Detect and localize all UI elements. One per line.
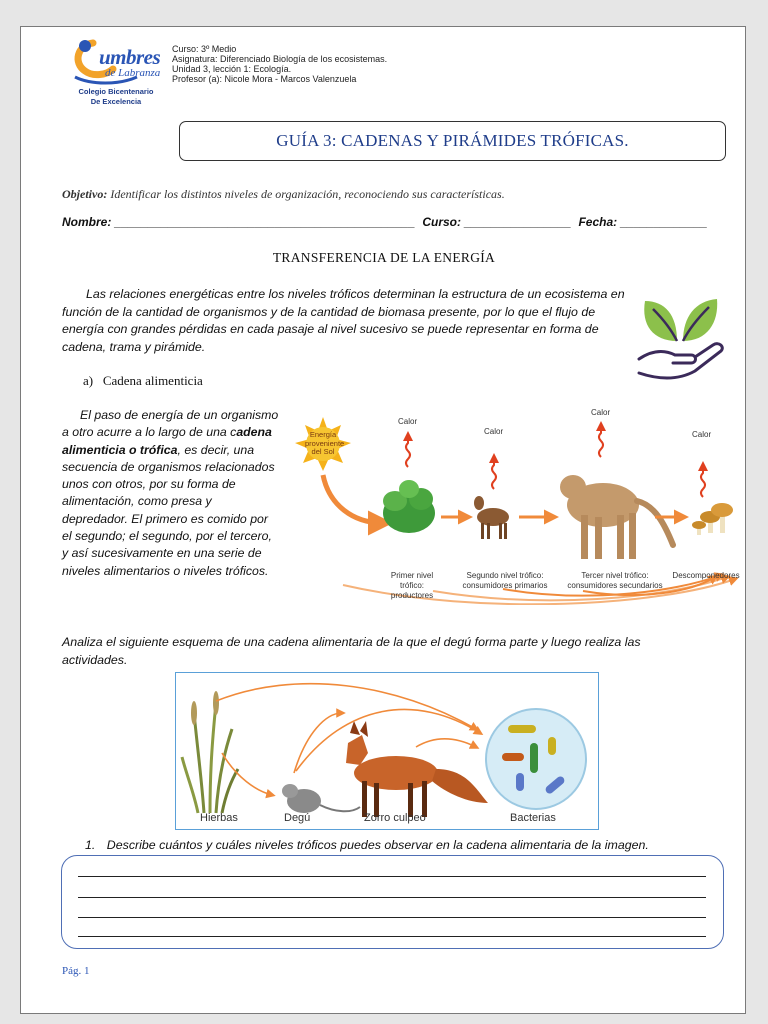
label-hierbas: Hierbas <box>200 812 238 824</box>
logo-text-2: de Labranza <box>105 67 161 79</box>
chain-text-1: El paso de energía de un organismo a otro acurre a lo largo de una c <box>62 408 279 440</box>
label-bacterias: Bacterias <box>510 812 556 824</box>
heat-label-4: Calor <box>692 430 712 439</box>
answer-line[interactable] <box>78 897 706 898</box>
plant-icon <box>383 480 435 533</box>
school-logo <box>71 37 171 117</box>
answer-line[interactable] <box>78 936 706 937</box>
objective <box>62 187 505 202</box>
bacteria-icon <box>486 709 586 809</box>
header-teacher: Profesor (a): Nicole Mora - Marcos Valenzuela <box>172 74 357 84</box>
page-number: Pág. 1 <box>62 965 90 977</box>
heat-label-3: Calor <box>591 408 611 417</box>
logo-text-1: umbres <box>99 45 161 69</box>
sun-energy-label: Energía proveniente del Sol <box>305 430 345 456</box>
energy-flow-diagram <box>283 405 739 605</box>
chain-paragraph <box>62 407 280 580</box>
heat-label-1: Calor <box>398 417 418 426</box>
header-course: Curso: 3º Medio <box>172 44 237 54</box>
level2-label: Segundo nivel trófico: consumidores primarios <box>462 571 548 590</box>
analyze-instruction: Analiza el siguiente esquema de una cadena alimentaria de la que el degú forma parte y luego realiza las actividades. <box>62 635 641 667</box>
header-subject: Asignatura: Diferenciado Biología de los ecosistemas. <box>172 54 388 64</box>
subsection-title: a) Cadena alimenticia <box>83 373 203 388</box>
intro-paragraph: Las relaciones energéticas entre los niveles tróficos determinan la estructura de un ecosistema en función de la cantidad de organismos y de la cantidad de biomasa presente, por lo que el flujo de energía con grandes pérdidas en cada pasaje al nivel sucesivo se puede representar en forma de cadena, trama y pirámide. <box>62 287 625 354</box>
guide-title: GUÍA 3: CADENAS Y PIRÁMIDES TRÓFICAS. <box>179 121 726 161</box>
question-1 <box>85 837 649 855</box>
logo-school-2: De Excelencia <box>90 97 142 106</box>
question-1-number: 1. <box>85 838 96 852</box>
header-info <box>172 44 387 84</box>
grass-icon <box>182 691 238 813</box>
name-field[interactable]: Nombre: _____________________________________________ <box>62 215 415 229</box>
date-field[interactable]: Fecha: _____________ <box>578 215 708 229</box>
plant-hand-icon <box>633 289 729 385</box>
deer-icon <box>474 496 509 539</box>
level3-label: Tercer nivel trófico: consumidores secundarios <box>567 571 663 590</box>
course-field[interactable]: Curso: ________________ <box>422 215 572 229</box>
header-unit: Unidad 3, lección 1: Ecología. <box>172 64 292 74</box>
label-zorro: Zorro culpeo <box>364 812 426 824</box>
section-title: TRANSFERENCIA DE LA ENERGÍA <box>272 250 496 265</box>
question-1-text: Describe cuántos y cuáles niveles tróficos puedes observar en la cadena alimentaria de la imagen. <box>106 838 649 852</box>
decomposers-label: Descomponedores <box>672 571 740 580</box>
objective-text: Identificar los distintos niveles de organización, reconociendo sus características. <box>107 187 505 201</box>
degu-icon <box>282 784 360 813</box>
degu-chain-graphic <box>176 673 597 828</box>
mushrooms-icon <box>692 503 733 535</box>
document-page <box>20 26 746 1014</box>
heat-label-2: Calor <box>484 427 504 436</box>
chain-text-2: , es decir, una secuencia de organismos relacionados unos con otros, por su forma de alimentación, como presa y depredador. El primero es comido por el segundo; el segundo, por el tercero, y así sucesivamente en una serie de niveles alimentarios o niveles tróficos. <box>62 442 275 578</box>
answer-line[interactable] <box>78 876 706 877</box>
objective-label: Objetivo: <box>62 187 108 201</box>
level1-label: Primer nivel trófico: productores <box>390 571 434 600</box>
degu-chain-diagram <box>175 672 599 830</box>
label-degu: Degú <box>284 812 311 824</box>
answer-box[interactable] <box>61 855 724 949</box>
student-form <box>62 215 707 229</box>
answer-line[interactable] <box>78 917 706 918</box>
logo-school-1: Colegio Bicentenario <box>78 87 154 96</box>
chain-text-bold: adena alimenticia o trófica <box>62 425 272 457</box>
fox-icon <box>346 721 488 817</box>
